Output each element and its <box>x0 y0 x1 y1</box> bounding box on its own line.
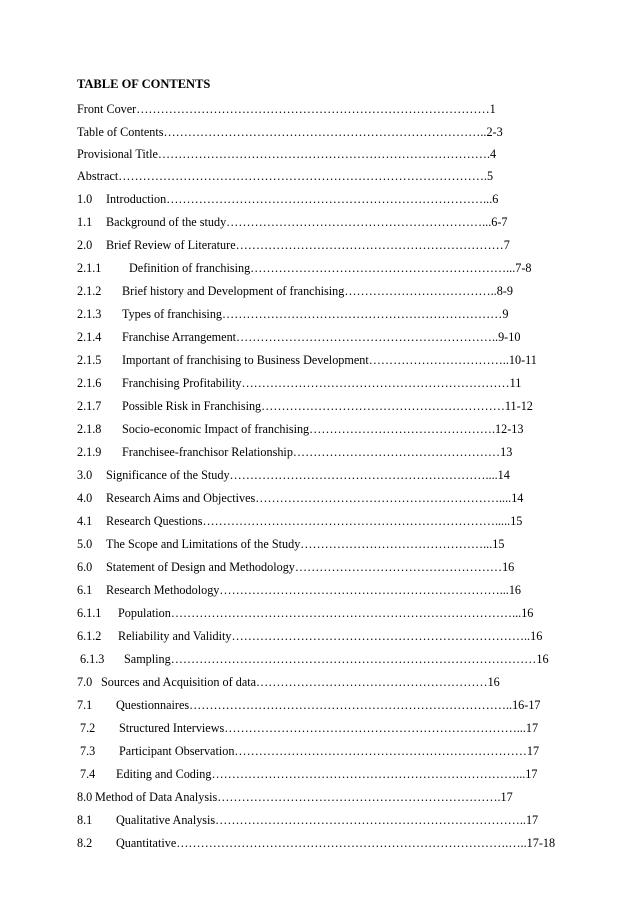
toc-entry-text: Important of franchising to Business Development……………………………..10-11 <box>122 353 537 367</box>
toc-entry-number: 2.0 <box>77 238 93 252</box>
toc-entry <box>77 146 496 162</box>
toc-entry-text: Participant Observation………………………………………………………………17 <box>119 744 540 758</box>
toc-entry <box>77 398 533 414</box>
toc-entry-text: Background of the study………………………………………………………...6-7 <box>106 215 508 229</box>
toc-entry-text: Abstract……………………………………………………………………………….5 <box>77 169 494 183</box>
toc-entry <box>77 628 542 644</box>
toc-entry-text: Statement of Design and Methodology……………………………………………16 <box>106 560 515 574</box>
toc-entry <box>77 766 537 782</box>
toc-entry-text: Introduction……………………………………………………………………...6 <box>106 192 499 206</box>
toc-entry-number: 2.1.7 <box>77 399 102 413</box>
toc-entry-number: 4.1 <box>77 514 93 528</box>
toc-entry <box>77 674 500 690</box>
toc-entry-text: Franchise Arrangement………………………………………………………..9-10 <box>122 330 521 344</box>
toc-entry-number: 2.1.9 <box>77 445 102 459</box>
toc-entry <box>77 329 520 345</box>
toc-entry-text: Research Methodology……………………………………………………………...16 <box>106 583 522 597</box>
toc-entry-number: 8.1 <box>77 813 93 827</box>
toc-entry-text: Definition of franchising………………………………………………………...7-8 <box>129 261 532 275</box>
toc-entry <box>77 467 510 483</box>
toc-entry <box>77 352 537 368</box>
toc-entry-text: The Scope and Limitations of the Study………………………………………...15 <box>106 537 505 551</box>
toc-entry <box>77 697 541 713</box>
toc-entry-text: Brief history and Development of franchising………………………………..8-9 <box>122 284 513 298</box>
toc-entry-number: 2.1.5 <box>77 353 102 367</box>
toc-entry <box>77 168 493 184</box>
toc-entry-text: Sources and Acquisition of data…………………………………………………16 <box>101 675 500 689</box>
toc-entry-number: 6.1 <box>77 583 93 597</box>
toc-entry-number: 2.1.6 <box>77 376 102 390</box>
toc-entry <box>77 101 496 117</box>
toc-entry-number: 7.0 <box>77 675 93 689</box>
toc-entry-number: 6.1.2 <box>77 629 102 643</box>
toc-entry-text: Table of Contents……………………………………………………………………..2-3 <box>77 125 503 139</box>
toc-entry-number: 7.4 <box>80 767 96 781</box>
toc-entry-text: Socio-economic Impact of franchising……………………………………….12-13 <box>122 422 524 436</box>
toc-entry-number: 2.1.1 <box>77 261 102 275</box>
toc-entry-number: 6.1.1 <box>77 606 102 620</box>
toc-entry-number: 5.0 <box>77 537 93 551</box>
toc-entry <box>77 260 532 276</box>
toc-entry-number: 7.1 <box>77 698 93 712</box>
toc-entry <box>77 306 508 322</box>
toc-entry-text: Types of franchising……………………………………………………………9 <box>122 307 509 321</box>
toc-entry <box>77 536 504 552</box>
toc-entry <box>77 582 521 598</box>
toc-entry-text: Brief Review of Literature…………………………………………………………7 <box>106 238 510 252</box>
toc-entry-number: 1.0 <box>77 192 93 206</box>
toc-entry-number: 7.3 <box>80 744 96 758</box>
toc-entry-number: 2.1.8 <box>77 422 102 436</box>
toc-entry-text: Sampling………………………………………………………………………………16 <box>124 652 549 666</box>
toc-entry-text: Population…………………………………………………………………………...16 <box>118 606 534 620</box>
toc-entry-text: Questionnaires……………………………………………………………………..16-17 <box>116 698 541 712</box>
toc-entry <box>77 237 510 253</box>
toc-entry-number: 3.0 <box>77 468 93 482</box>
toc-entry <box>77 490 523 506</box>
toc-entry-number: 1.1 <box>77 215 93 229</box>
toc-entry <box>77 651 549 667</box>
toc-entry <box>77 283 513 299</box>
toc-entry-text: Method of Data Analysis…………………………………………………………….17 <box>95 790 513 804</box>
toc-entry-number: 2.1.2 <box>77 284 102 298</box>
toc-entry <box>77 421 523 437</box>
toc-entry <box>77 720 538 736</box>
toc-heading: TABLE OF CONTENTS <box>77 77 211 91</box>
toc-entry <box>77 375 521 391</box>
toc-entry <box>77 835 555 851</box>
toc-entry-text: Qualitative Analysis…………………………………………………………………..17 <box>116 813 539 827</box>
toc-entry-text: Possible Risk in Franchising……………………………………………………11-12 <box>122 399 533 413</box>
toc-entry-text: Research Aims and Objectives……………………………………………………....14 <box>106 491 524 505</box>
toc-entry <box>77 812 538 828</box>
toc-entry <box>77 513 522 529</box>
toc-entry-number: 2.1.4 <box>77 330 102 344</box>
toc-entry <box>77 214 508 230</box>
toc-entry <box>77 559 514 575</box>
toc-entry-number: 8.2 <box>77 836 93 850</box>
toc-entry-text: Significance of the Study………………………………………………………....14 <box>106 468 510 482</box>
toc-entry <box>77 444 512 460</box>
toc-entry <box>77 789 513 805</box>
toc-entry-number: 8.0 <box>77 790 93 804</box>
toc-entry-text: Front Cover……………………………………………………………………………1 <box>77 102 496 116</box>
toc-entry-text: Franchisee-franchisor Relationship……………………………………………13 <box>122 445 513 459</box>
toc-entry-number: 2.1.3 <box>77 307 102 321</box>
toc-entry <box>77 743 539 759</box>
toc-entry-number: 4.0 <box>77 491 93 505</box>
toc-entry-number: 6.0 <box>77 560 93 574</box>
toc-entry-text: Reliability and Validity………………………………………………………………..16 <box>118 629 543 643</box>
toc-entry <box>77 124 503 140</box>
toc-entry <box>77 605 533 621</box>
toc-entry <box>77 191 498 207</box>
toc-entry-text: Franchising Profitability…………………………………………………………11 <box>122 376 522 390</box>
toc-entry-number: 7.2 <box>80 721 96 735</box>
toc-entry-text: Editing and Coding…………………………………………………………………...17 <box>116 767 538 781</box>
toc-entry-text: Research Questions……………………………………………………………….....15 <box>106 514 523 528</box>
toc-entry-text: Structured Interviews………………………………………………………………...17 <box>119 721 539 735</box>
toc-entry-text: Provisional Title……………………………………………………………………….4 <box>77 147 497 161</box>
toc-entry-text: Quantitative……………………………………………………………………….…..17-18 <box>116 836 556 850</box>
toc-entry-number: 6.1.3 <box>80 652 105 666</box>
